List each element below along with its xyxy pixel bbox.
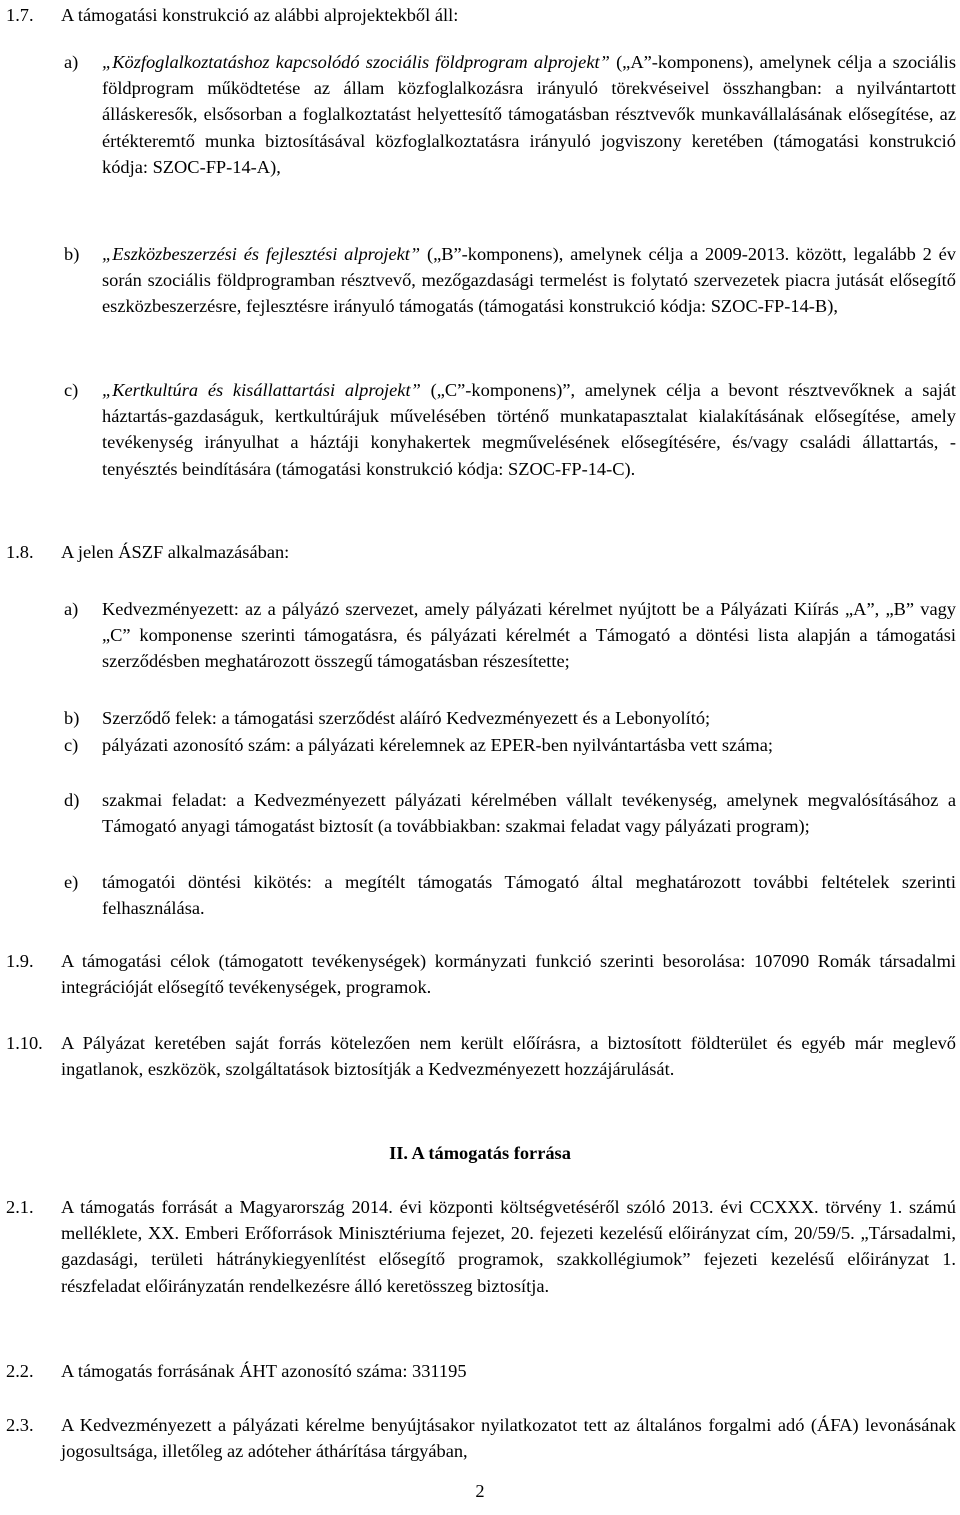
section-number: 1.9. [6,951,34,971]
chapter-heading: II. A támogatás forrása [389,1143,571,1163]
item-text: pályázati azonosító szám: a pályázati kérelemnek az EPER-ben nyilvántartásba vett száma; [102,735,773,755]
item-text: Kedvezményezett: az a pályázó szervezet, amely pályázati kérelmet nyújtott be a Pályázati Kiírás „A”, „B” vagy „C” komponense szerinti támogatásra, és pályázati kérelmét a Támogató a döntési lista alapján a támogatási szerződésben meghatározott összegű támogatásban részesítette; [102,599,956,672]
item-text [102,377,956,482]
item-label: e) [64,872,79,892]
section-number: 1.10. [6,1033,43,1053]
section-text: A Kedvezményezett a pályázati kérelme benyújtásakor nyilatkozatot tett az általános forgalmi adó (ÁFA) levonásának jogosultsága, illetőleg az adóteher áthárítása tárgyában, [61,1415,956,1462]
section-text: A támogatási célok (támogatott tevékenységek) kormányzati funkció szerinti besorolása: 107090 Romák társadalmi integrációját elősegítő tevékenységek, programok. [61,951,956,998]
section-number: 2.1. [6,1197,34,1217]
page-number: 2 [475,1481,485,1501]
item-title: „Közfoglalkoztatáshoz kapcsolódó szociális földprogram alprojekt” [102,52,610,72]
item-body: („C”-komponens)”, amelynek célja a bevont résztvevőknek a saját háztartás-gazdaságuk, kertkultúrájuk művelésében történő munkatapasztalat kialakításának elősegítése, amely tevékenység irányulhat a háztáji konyhakertek megművelésének elősegítésére, és/vagy családi állattartás, -tenyésztés beindítására (támogatási konstrukció kódja: SZOC-FP-14-C). [102,380,956,479]
item-label: b) [64,244,80,264]
section-number: 2.2. [6,1361,34,1381]
item-label: d) [64,790,80,810]
item-label: b) [64,708,80,728]
section-text: A Pályázat keretében saját forrás kötelezően nem került előírásra, a biztosított földterület és egyéb már meglevő ingatlanok, eszközök, szolgáltatások biztosítják a Kedvezményezett hozzájárulását. [61,1033,956,1080]
section-text: A támogatás forrásának ÁHT azonosító száma: 331195 [61,1361,467,1381]
section-intro: A jelen ÁSZF alkalmazásában: [61,542,290,562]
item-body: („A”-komponens), amelynek célja a szociális földprogram működtetése az állam közfoglalkozásra irányuló törekvéseivel összhangban: a nyilvántartott álláskeresők, elsősorban a foglalkoztatást helyettesítő támogatásban résztvevők munkavállalásának elősegítése, az értékteremtő munka biztosításával közfoglalkoztatásra irányuló jogviszony keretében (támogatási konstrukció kódja: SZOC-FP-14-A), [102,52,956,177]
item-title: „Kertkultúra és kisállattartási alprojekt” [102,380,421,400]
item-text: támogatói döntési kikötés: a megítélt támogatás Támogató által meghatározott további feltételek szerinti felhasználása. [102,872,956,919]
item-label: c) [64,735,79,755]
item-text: szakmai feladat: a Kedvezményezett pályázati kérelmében vállalt tevékenység, amelynek megvalósításához a Támogató anyagi támogatást biztosít (a továbbiakban: szakmai feladat vagy pályázati program); [102,790,956,837]
item-text [102,49,956,180]
section-intro: A támogatási konstrukció az alábbi alprojektekből áll: [61,5,459,25]
section-number: 1.7. [6,5,34,25]
item-text: Szerződő felek: a támogatási szerződést aláíró Kedvezményezett és a Lebonyolító; [102,708,711,728]
section-number: 2.3. [6,1415,34,1435]
section-text: A támogatás forrását a Magyarország 2014. évi központi költségvetéséről szóló 2013. évi CCXXX. törvény 1. számú melléklete, XX. Emberi Erőforrások Minisztériuma fejezet, 20. fejezeti kezelésű előirányzat cím, 20/59/5. „Társadalmi, gazdasági, területi hátránykiegyenlítést elősegítő programok, szakkollégiumok” fejezeti kezelésű előirányzat 1. részfeladat előirányzatán rendelkezésre álló keretösszeg biztosítja. [61,1197,956,1296]
item-label: a) [64,599,79,619]
item-title: „Eszközbeszerzési és fejlesztési alprojekt” [102,244,421,264]
section-number: 1.8. [6,542,34,562]
item-label: a) [64,52,79,72]
item-label: c) [64,380,79,400]
item-text [102,241,956,320]
item-body: („B”-komponens), amelynek célja a 2009-2013. között, legalább 2 év során szociális földprogramban résztvevő, mezőgazdasági termelést is folytató szervezetek piacra jutását elősegítő eszközbeszerzésre, fejlesztésre irányuló támogatás (támogatási konstrukció kódja: SZOC-FP-14-B), [102,244,956,317]
